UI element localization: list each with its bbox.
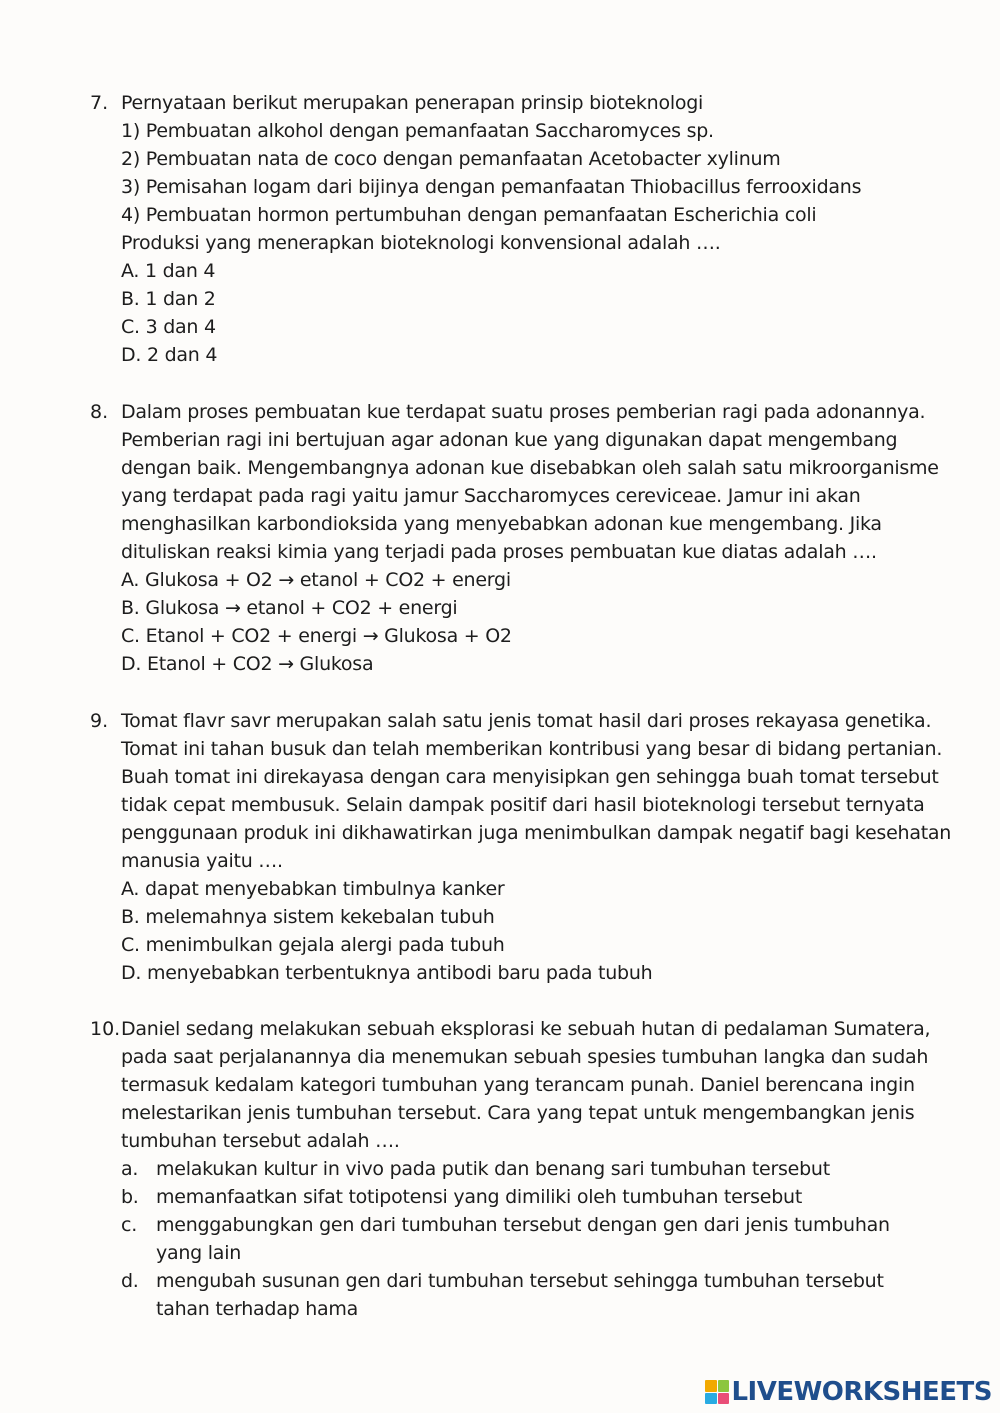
question-8 [90, 398, 950, 678]
question-stem-line: menghasilkan karbondioksida yang menyebabkan adonan kue mengembang. Jika [121, 513, 882, 535]
question-stem-line: Pernyataan berikut merupakan penerapan prinsip bioteknologi [121, 92, 704, 114]
option-a[interactable]: A. 1 dan 4 [121, 260, 216, 282]
liveworksheets-logo-icon [705, 1380, 729, 1404]
statement-1: 1) Pembuatan alkohol dengan pemanfaatan Saccharomyces sp. [121, 120, 714, 142]
question-stem-line: Buah tomat ini direkayasa dengan cara menyisipkan gen sehingga buah tomat tersebut [121, 766, 939, 788]
question-stem-line: melestarikan jenis tumbuhan tersebut. Cara yang tepat untuk mengembangkan jenis [121, 1102, 915, 1124]
question-body [121, 398, 950, 678]
option-c[interactable]: C. menimbulkan gejala alergi pada tubuh [121, 934, 505, 956]
question-prompt: manusia yaitu …. [121, 850, 283, 872]
question-body [121, 89, 950, 369]
option-b[interactable]: B. melemahnya sistem kekebalan tubuh [121, 906, 495, 928]
statement-4: 4) Pembuatan hormon pertumbuhan dengan pemanfaatan Escherichia coli [121, 204, 817, 226]
question-9 [90, 707, 950, 987]
question-stem-line: dengan baik. Mengembangnya adonan kue disebabkan oleh salah satu mikroorganisme [121, 457, 939, 479]
option-d[interactable]: D. Etanol + CO2 → Glukosa [121, 653, 374, 675]
question-number: 8. [90, 401, 109, 423]
question-number: 9. [90, 710, 109, 732]
question-stem-line: penggunaan produk ini dikhawatirkan juga menimbulkan dampak negatif bagi kesehatan [121, 822, 952, 844]
option-b[interactable]: B. Glukosa → etanol + CO2 + energi [121, 597, 458, 619]
question-stem-line: termasuk kedalam kategori tumbuhan yang terancam punah. Daniel berencana ingin [121, 1074, 915, 1096]
question-stem-line: Daniel sedang melakukan sebuah eksplorasi ke sebuah hutan di pedalaman Sumatera, [121, 1018, 931, 1040]
option-a[interactable]: A. Glukosa + O2 → etanol + CO2 + energi [121, 569, 511, 591]
question-stem-line: Pemberian ragi ini bertujuan agar adonan kue yang digunakan dapat mengembang [121, 429, 898, 451]
question-number: 7. [90, 92, 109, 114]
option-letter: d. [121, 1270, 139, 1292]
option-b[interactable] [121, 1183, 950, 1211]
question-body [121, 1015, 950, 1323]
question-stem-line: Dalam proses pembuatan kue terdapat suatu proses pemberian ragi pada adonannya. [121, 401, 926, 423]
question-body [121, 707, 950, 987]
statement-3: 3) Pemisahan logam dari bijinya dengan pemanfaatan Thiobacillus ferrooxidans [121, 176, 862, 198]
question-stem-line: tidak cepat membusuk. Selain dampak positif dari hasil bioteknologi tersebut ternyata [121, 794, 925, 816]
option-letter: c. [121, 1214, 137, 1236]
option-d[interactable]: D. menyebabkan terbentuknya antibodi baru pada tubuh [121, 962, 653, 984]
option-letter: b. [121, 1186, 139, 1208]
option-text: memanfaatkan sifat totipotensi yang dimiliki oleh tumbuhan tersebut [156, 1186, 803, 1208]
question-stem-line: Tomat ini tahan busuk dan telah memberikan kontribusi yang besar di bidang pertanian. [121, 738, 943, 760]
question-prompt: Produksi yang menerapkan bioteknologi konvensional adalah …. [121, 232, 721, 254]
option-b[interactable]: B. 1 dan 2 [121, 288, 216, 310]
option-c[interactable]: C. Etanol + CO2 + energi → Glukosa + O2 [121, 625, 512, 647]
question-number: 10. [90, 1018, 121, 1040]
watermark-text: LIVEWORKSHEETS [731, 1377, 992, 1407]
option-text: mengubah susunan gen dari tumbuhan tersebut sehingga tumbuhan tersebut tahan terhadap hama [156, 1270, 884, 1320]
option-text: melakukan kultur in vivo pada putik dan benang sari tumbuhan tersebut [156, 1158, 830, 1180]
option-letter: a. [121, 1158, 139, 1180]
option-d[interactable]: D. 2 dan 4 [121, 344, 218, 366]
question-prompt: tumbuhan tersebut adalah …. [121, 1130, 400, 1152]
option-c[interactable] [121, 1211, 950, 1267]
question-stem-line: pada saat perjalanannya dia menemukan sebuah spesies tumbuhan langka dan sudah [121, 1046, 929, 1068]
option-text: menggabungkan gen dari tumbuhan tersebut dengan gen dari jenis tumbuhan yang lain [156, 1214, 890, 1264]
liveworksheets-watermark [705, 1377, 992, 1407]
question-prompt: dituliskan reaksi kimia yang terjadi pada proses pembuatan kue diatas adalah …. [121, 541, 877, 563]
question-stem-line: yang terdapat pada ragi yaitu jamur Saccharomyces cereviceae. Jamur ini akan [121, 485, 861, 507]
option-c[interactable]: C. 3 dan 4 [121, 316, 216, 338]
option-d[interactable] [121, 1267, 950, 1323]
question-stem-line: Tomat flavr savr merupakan salah satu jenis tomat hasil dari proses rekayasa genetika. [121, 710, 932, 732]
option-a[interactable] [121, 1155, 950, 1183]
question-10 [90, 1015, 950, 1323]
option-a[interactable]: A. dapat menyebabkan timbulnya kanker [121, 878, 505, 900]
statement-2: 2) Pembuatan nata de coco dengan pemanfaatan Acetobacter xylinum [121, 148, 781, 170]
question-7 [90, 89, 950, 369]
